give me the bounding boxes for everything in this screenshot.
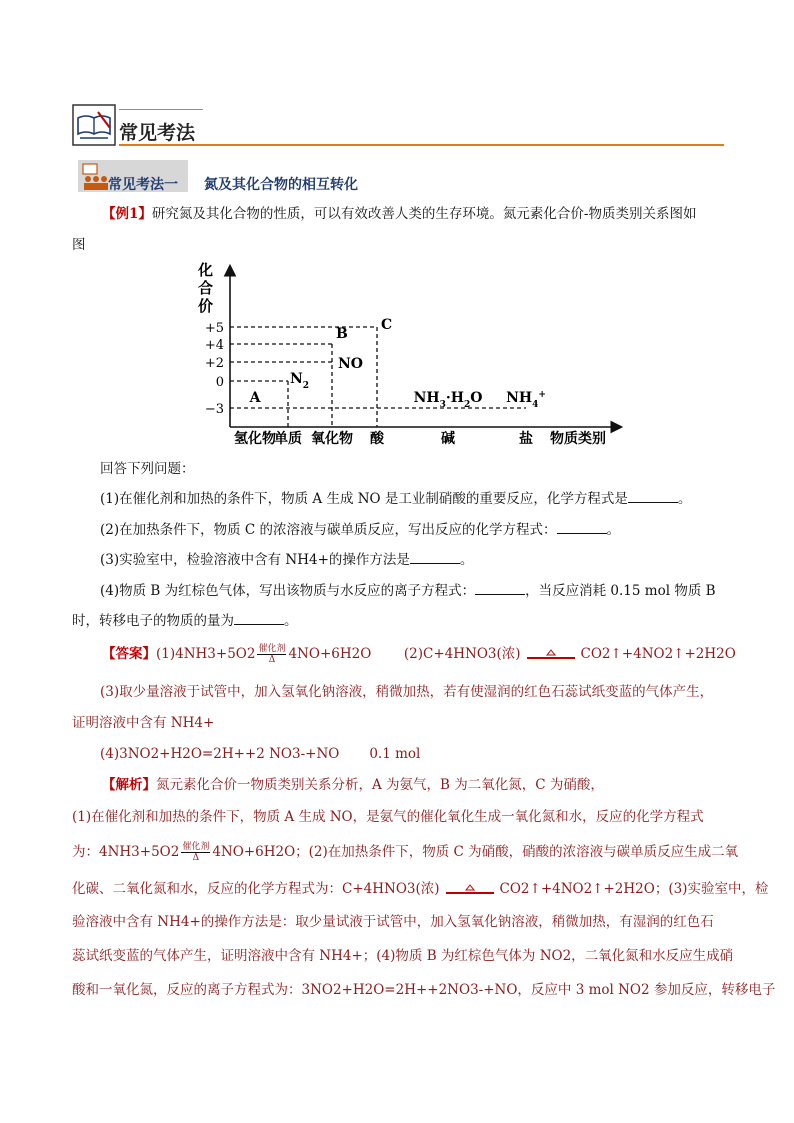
answer-4-equation: (4)3NO2+H2O=2H++2 NO3-+NO [100, 746, 340, 762]
heat-arrow-icon [446, 884, 494, 896]
x-category-label: 单质 [274, 431, 302, 447]
answer-blank [628, 490, 678, 503]
y-tick-label: +4 [204, 338, 224, 353]
x-axis-label: 物质类别 [550, 431, 606, 447]
heat-symbol: Δ [268, 655, 276, 665]
point-label: B [336, 326, 348, 342]
answer-2-left: (2)C+4HNO3(浓) [403, 646, 521, 662]
question-2 [100, 521, 620, 540]
catalyst-label: 催化剂 [182, 842, 210, 852]
answer-line-3b: 证明溶液中含有 NH4+ [72, 715, 215, 731]
example-tag: 【例1】 [102, 206, 152, 222]
point-label: A [249, 390, 261, 406]
y-axis-label-char: 合 [198, 279, 214, 297]
catalyst-label: 催化剂 [258, 644, 286, 654]
analysis-line-3 [72, 842, 738, 863]
analysis-text-3a: 为：4NH3+5O2 [72, 844, 180, 860]
question-3-text: (3)实验室中，检验溶液中含有 NH4+的操作方法是 [100, 552, 410, 568]
reaction-condition [257, 644, 286, 665]
question-1-text: (1)在催化剂和加热的条件下，物质 A 生成 NO 是工业制硝酸的重要反应，化学方程式是 [100, 491, 628, 507]
x-category-label: 氧化物 [311, 431, 353, 447]
header-underline [119, 144, 724, 146]
point-label: $NH_3\cdot H_2O$ [413, 390, 483, 410]
answer-blank [475, 582, 525, 595]
answer-blank [557, 521, 607, 534]
y-tick-label: +5 [204, 321, 224, 336]
questions-intro: 回答下列问题： [100, 461, 195, 477]
section-title: 氮及其化合物的相互转化 [204, 177, 358, 193]
analysis-line-5: 验溶液中含有 NH4+的操作方法是：取少量试液于试管中，加入氢氧化钠溶液，稍微加热，有湿润的红色石 [72, 914, 714, 930]
x-category-label: 酸 [370, 431, 384, 447]
point-label: NO [338, 356, 363, 372]
question-1-end: 。 [677, 491, 692, 507]
analysis-tag: 【解析】 [102, 777, 156, 793]
question-3-end: 。 [459, 552, 474, 568]
y-axis-label-char: 化 [198, 261, 214, 279]
example-line-1 [102, 205, 696, 224]
example-text: 研究氮及其化合物的性质，可以有效改善人类的生存环境。氮元素化合价-物质类别关系图如 [151, 206, 697, 222]
analysis-text-4b: CO2↑+4NO2↑+2H2O；(3)实验室中，检 [499, 881, 769, 897]
people-icon [80, 162, 110, 192]
question-4-text: (4)物质 B 为红棕色气体，写出该物质与水反应的离子方程式： [100, 583, 476, 599]
answer-line-4 [100, 745, 420, 764]
point-label: $NH_4^+$ [506, 390, 546, 410]
y-tick-label: +2 [204, 356, 224, 371]
answer-1-left: (1)4NH3+5O2 [156, 646, 256, 662]
answer-line-3a: (3)取少量溶液于试管中，加入氢氧化钠溶液，稍微加热，若有使湿润的红色石蕊试纸变蓝的气体产生， [100, 684, 714, 700]
question-4-text-3: 时，转移电子的物质的量为 [72, 613, 234, 629]
question-2-end: 。 [606, 522, 621, 538]
analysis-line-1 [102, 776, 604, 795]
y-tick-label: 0 [215, 375, 224, 390]
question-3 [100, 551, 473, 570]
analysis-text-1: 氮元素化合价一物质类别关系分析，A 为氨气，B 为二氧化氮，C 为硝酸， [156, 777, 604, 793]
y-tick-label: −3 [204, 402, 224, 417]
page-title: 常见考法 [119, 122, 196, 144]
header-accent-line [119, 109, 203, 110]
point-label: $N_2$ [290, 371, 310, 391]
reaction-condition [181, 842, 210, 863]
answer-2-right: CO2↑+4NO2↑+2H2O [580, 646, 736, 662]
answer-line-1 [102, 644, 736, 665]
heat-arrow-icon [527, 649, 575, 661]
x-category-label: 碱 [441, 431, 455, 447]
analysis-text-4a: 化碳、二氧化氮和水，反应的化学方程式为：C+4HNO3(浓) [72, 881, 440, 897]
section-heading [78, 160, 498, 194]
answer-blank [234, 612, 284, 625]
question-4-end: 。 [284, 613, 298, 629]
answer-1-right: 4NO+6H2O [288, 646, 372, 662]
question-4-line-1 [100, 582, 716, 601]
question-1 [100, 490, 691, 509]
valence-category-chart [190, 255, 650, 455]
answer-tag: 【答案】 [102, 646, 156, 662]
book-pen-icon [72, 104, 116, 146]
heat-symbol: Δ [192, 853, 200, 863]
example-line-2: 图 [72, 237, 86, 253]
point-label: C [381, 317, 393, 333]
analysis-line-7: 酸和一氧化氮，反应的离子方程式为：3NO2+H2O=2H++2NO3-+NO，反应中 3 mol NO2 参加反应，转移电子 [72, 982, 776, 998]
question-4-line-2 [72, 612, 298, 631]
answer-4-value: 0.1 mol [369, 746, 421, 762]
x-category-label: 盐 [519, 431, 533, 447]
analysis-line-2: (1)在催化剂和加热的条件下，物质 A 生成 NO，是氨气的催化氧化生成一氧化氮和水，反应的化学方程式 [72, 809, 704, 825]
y-axis-label-char: 价 [198, 297, 214, 315]
question-4-text-2: ，当反应消耗 0.15 mol 物质 B [525, 583, 716, 599]
analysis-line-6: 蕊试纸变蓝的气体产生，证明溶液中含有 NH4+；(4)物质 B 为红棕色气体为 NO2，二氧化氮和水反应生成硝 [72, 948, 734, 964]
section-label: 常见考法一 [108, 177, 178, 193]
analysis-text-3b: 4NO+6H2O；(2)在加热条件下，物质 C 为硝酸，硝酸的浓溶液与碳单质反应生成二氧 [212, 844, 739, 860]
page-header [72, 104, 724, 148]
analysis-line-4 [72, 880, 768, 899]
question-2-text: (2)在加热条件下，物质 C 的浓溶液与碳单质反应，写出反应的化学方程式： [100, 522, 557, 538]
answer-blank [410, 551, 460, 564]
x-category-label: 氢化物 [234, 431, 276, 447]
